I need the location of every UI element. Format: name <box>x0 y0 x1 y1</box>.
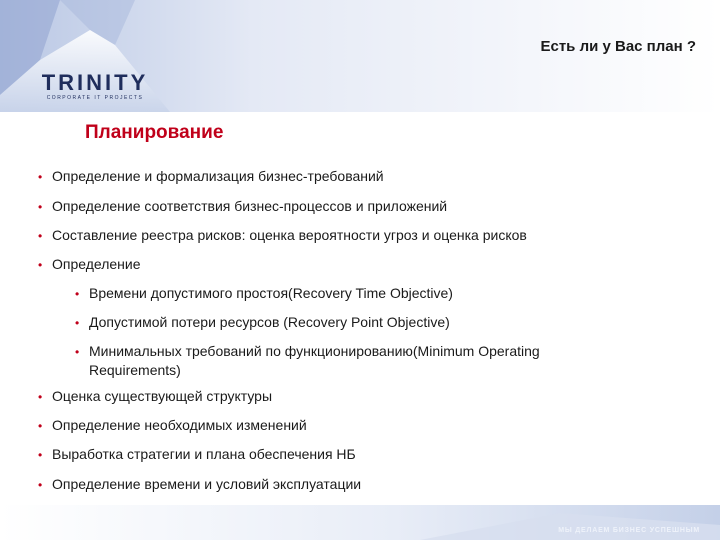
bullet-item <box>38 167 658 186</box>
bullet-text: Определение <box>52 256 141 272</box>
bullet-text: Оценка существующей структуры <box>52 388 273 404</box>
bullet-dot-icon: • <box>75 345 80 359</box>
logo-tagline: CORPORATE IT PROJECTS <box>46 95 144 101</box>
trinity-logo <box>30 0 170 108</box>
logo-wordmark: TRINITY <box>41 70 149 95</box>
bullet-text: Составление реестра рисков: оценка вероятности угроз и оценка рисков <box>52 227 527 243</box>
bullet-text: Времени допустимого простоя(Recovery Time Objective) <box>89 285 453 301</box>
bullet-item <box>38 255 658 274</box>
bullet-item <box>38 387 658 406</box>
bullet-dot-icon: • <box>38 258 43 272</box>
bullet-item <box>38 197 658 216</box>
slide-title: Есть ли у Вас план ? <box>540 38 696 55</box>
bullet-dot-icon: • <box>75 287 80 301</box>
sub-bullet-item <box>75 342 675 379</box>
bullet-text: Выработка стратегии и плана обеспечения НБ <box>52 446 356 462</box>
bullet-text: Допустимой потери ресурсов (Recovery Point Objective) <box>89 314 450 330</box>
footer-background <box>0 505 720 540</box>
section-heading: Планирование <box>85 122 224 143</box>
header-band <box>0 0 720 112</box>
bullet-dot-icon: • <box>38 419 43 433</box>
bullet-text: Определение соответствия бизнес-процессов и приложений <box>52 198 448 214</box>
bullet-dot-icon: • <box>38 448 43 462</box>
bullet-item <box>38 226 658 245</box>
bullet-text: Определение времени и условий эксплуатации <box>52 476 362 492</box>
sub-bullet-item <box>75 313 675 332</box>
footer-band <box>0 505 720 540</box>
bullet-dot-icon: • <box>38 200 43 214</box>
bullet-item <box>38 445 658 464</box>
bullet-text: Определение необходимых изменений <box>52 417 307 433</box>
bullet-dot-icon: • <box>38 170 43 184</box>
bullet-text: Определение и формализация бизнес-требований <box>52 168 384 184</box>
bullet-dot-icon: • <box>38 390 43 404</box>
sub-bullet-item <box>75 284 675 303</box>
bullet-text: Минимальных требований по функционированию(Minimum Operating <box>89 343 540 359</box>
footer-slogan: МЫ ДЕЛАЕМ БИЗНЕС УСПЕШНЫМ <box>558 527 700 534</box>
bullet-item <box>38 416 658 435</box>
bullet-dot-icon: • <box>75 316 80 330</box>
bullet-dot-icon: • <box>38 229 43 243</box>
bullet-text-continuation: Requirements) <box>89 362 181 378</box>
bullet-dot-icon: • <box>38 478 43 492</box>
bullet-item <box>38 475 658 494</box>
